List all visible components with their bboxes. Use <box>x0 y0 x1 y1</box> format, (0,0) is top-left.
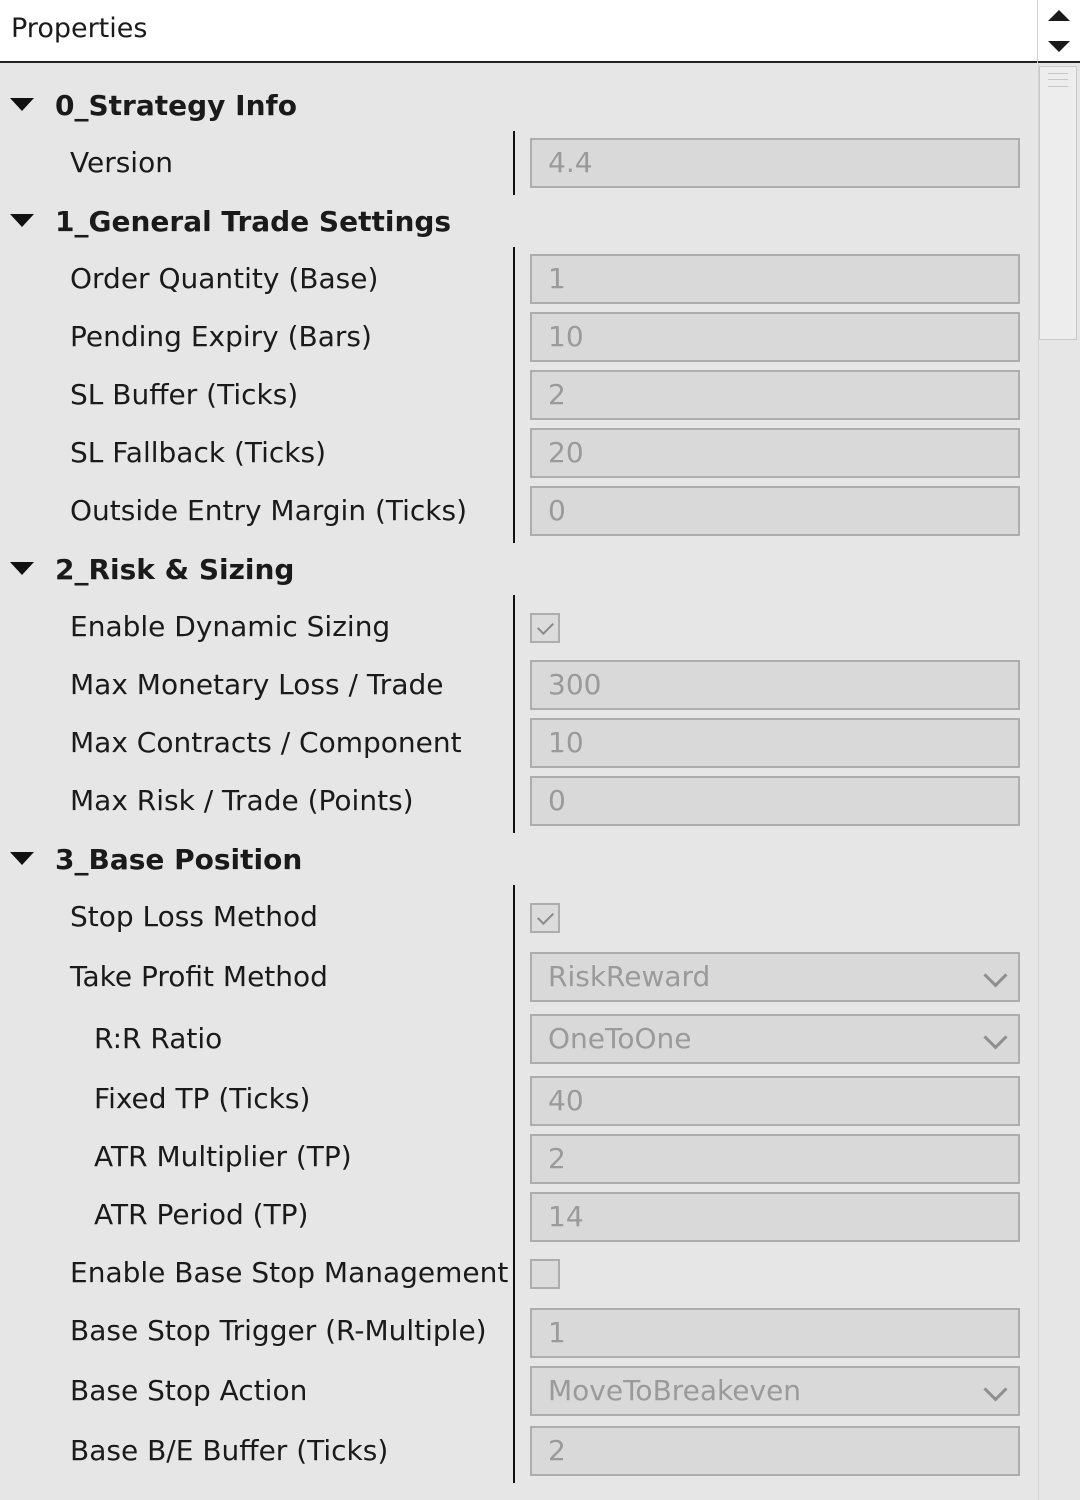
take-profit-method-select[interactable] <box>530 952 1020 1002</box>
column-divider[interactable] <box>513 247 515 543</box>
base-stop-trigger-field[interactable]: 1 <box>530 1308 1020 1358</box>
collapse-arrow-icon[interactable] <box>10 214 34 227</box>
property-label-outside-entry-margin: Outside Entry Margin (Ticks) <box>70 494 468 527</box>
max-monetary-loss-field[interactable]: 300 <box>530 660 1020 710</box>
enable-dynamic-sizing-checkbox[interactable] <box>530 613 560 643</box>
max-contracts-field[interactable]: 10 <box>530 718 1020 768</box>
property-label-stop-loss-method: Stop Loss Method <box>70 900 318 933</box>
stop-loss-method-checkbox[interactable] <box>530 903 560 933</box>
chevron-down-icon[interactable] <box>983 963 1007 987</box>
property-label-enable-dynamic-sizing: Enable Dynamic Sizing <box>70 610 391 643</box>
collapse-arrow-icon[interactable] <box>10 852 34 865</box>
property-label-version: Version <box>70 146 173 179</box>
property-label-max-risk: Max Risk / Trade (Points) <box>70 784 414 817</box>
column-divider[interactable] <box>513 885 515 1483</box>
checkmark-icon <box>537 908 554 925</box>
property-label-base-stop-trigger: Base Stop Trigger (R-Multiple) <box>70 1314 487 1347</box>
property-label-enable-base-stop-management: Enable Base Stop Management <box>70 1256 509 1289</box>
checkmark-icon <box>537 618 554 635</box>
grip-icon <box>1048 73 1068 87</box>
take-profit-method-value: RiskReward <box>548 960 711 993</box>
base-be-buffer-field[interactable]: 2 <box>530 1426 1020 1476</box>
collapse-arrow-icon[interactable] <box>10 562 34 575</box>
sort-toggle[interactable] <box>1037 0 1080 63</box>
column-divider[interactable] <box>513 131 515 195</box>
sl-fallback-field[interactable]: 20 <box>530 428 1020 478</box>
property-label-max-contracts: Max Contracts / Component <box>70 726 462 759</box>
scrollbar-thumb[interactable] <box>1039 66 1077 340</box>
max-risk-field[interactable]: 0 <box>530 776 1020 826</box>
enable-base-stop-management-checkbox[interactable] <box>530 1259 560 1289</box>
category-base-position[interactable] <box>0 838 1036 883</box>
rr-ratio-value: OneToOne <box>548 1022 692 1055</box>
category-label: 3_Base Position <box>55 843 303 876</box>
collapse-arrow-icon[interactable] <box>10 98 34 111</box>
atr-period-field[interactable]: 14 <box>530 1192 1020 1242</box>
property-label-atr-multiplier: ATR Multiplier (TP) <box>94 1140 352 1173</box>
property-label-max-monetary-loss: Max Monetary Loss / Trade <box>70 668 444 701</box>
sl-buffer-field[interactable]: 2 <box>530 370 1020 420</box>
pending-expiry-field[interactable]: 10 <box>530 312 1020 362</box>
chevron-down-icon[interactable] <box>983 1025 1007 1049</box>
property-label-base-stop-action: Base Stop Action <box>70 1374 308 1407</box>
property-label-atr-period: ATR Period (TP) <box>94 1198 309 1231</box>
property-label-sl-fallback: SL Fallback (Ticks) <box>70 436 327 469</box>
category-label: 1_General Trade Settings <box>55 205 452 238</box>
fixed-tp-field[interactable]: 40 <box>530 1076 1020 1126</box>
column-divider[interactable] <box>513 595 515 833</box>
atr-multiplier-field[interactable]: 2 <box>530 1134 1020 1184</box>
base-stop-action-value: MoveToBreakeven <box>548 1374 802 1407</box>
base-stop-action-select[interactable] <box>530 1366 1020 1416</box>
category-label: 0_Strategy Info <box>55 89 297 122</box>
property-label-take-profit-method: Take Profit Method <box>70 960 328 993</box>
property-label-rr-ratio: R:R Ratio <box>94 1022 223 1055</box>
arrow-down-icon[interactable] <box>1048 41 1070 52</box>
category-general-trade-settings[interactable] <box>0 200 1036 245</box>
properties-header <box>0 0 1080 63</box>
order-quantity-field[interactable]: 1 <box>530 254 1020 304</box>
chevron-down-icon[interactable] <box>983 1377 1007 1401</box>
property-label-pending-expiry: Pending Expiry (Bars) <box>70 320 372 353</box>
panel-title: Properties <box>11 13 148 44</box>
property-label-base-be-buffer: Base B/E Buffer (Ticks) <box>70 1434 389 1467</box>
category-label: 2_Risk & Sizing <box>55 553 295 586</box>
version-field[interactable]: 4.4 <box>530 138 1020 188</box>
category-strategy-info[interactable] <box>0 84 1036 129</box>
outside-entry-margin-field[interactable]: 0 <box>530 486 1020 536</box>
property-label-order-quantity: Order Quantity (Base) <box>70 262 379 295</box>
arrow-up-icon[interactable] <box>1048 10 1070 21</box>
property-label-sl-buffer: SL Buffer (Ticks) <box>70 378 299 411</box>
property-label-fixed-tp: Fixed TP (Ticks) <box>94 1082 311 1115</box>
category-risk-sizing[interactable] <box>0 548 1036 593</box>
rr-ratio-select[interactable] <box>530 1014 1020 1064</box>
